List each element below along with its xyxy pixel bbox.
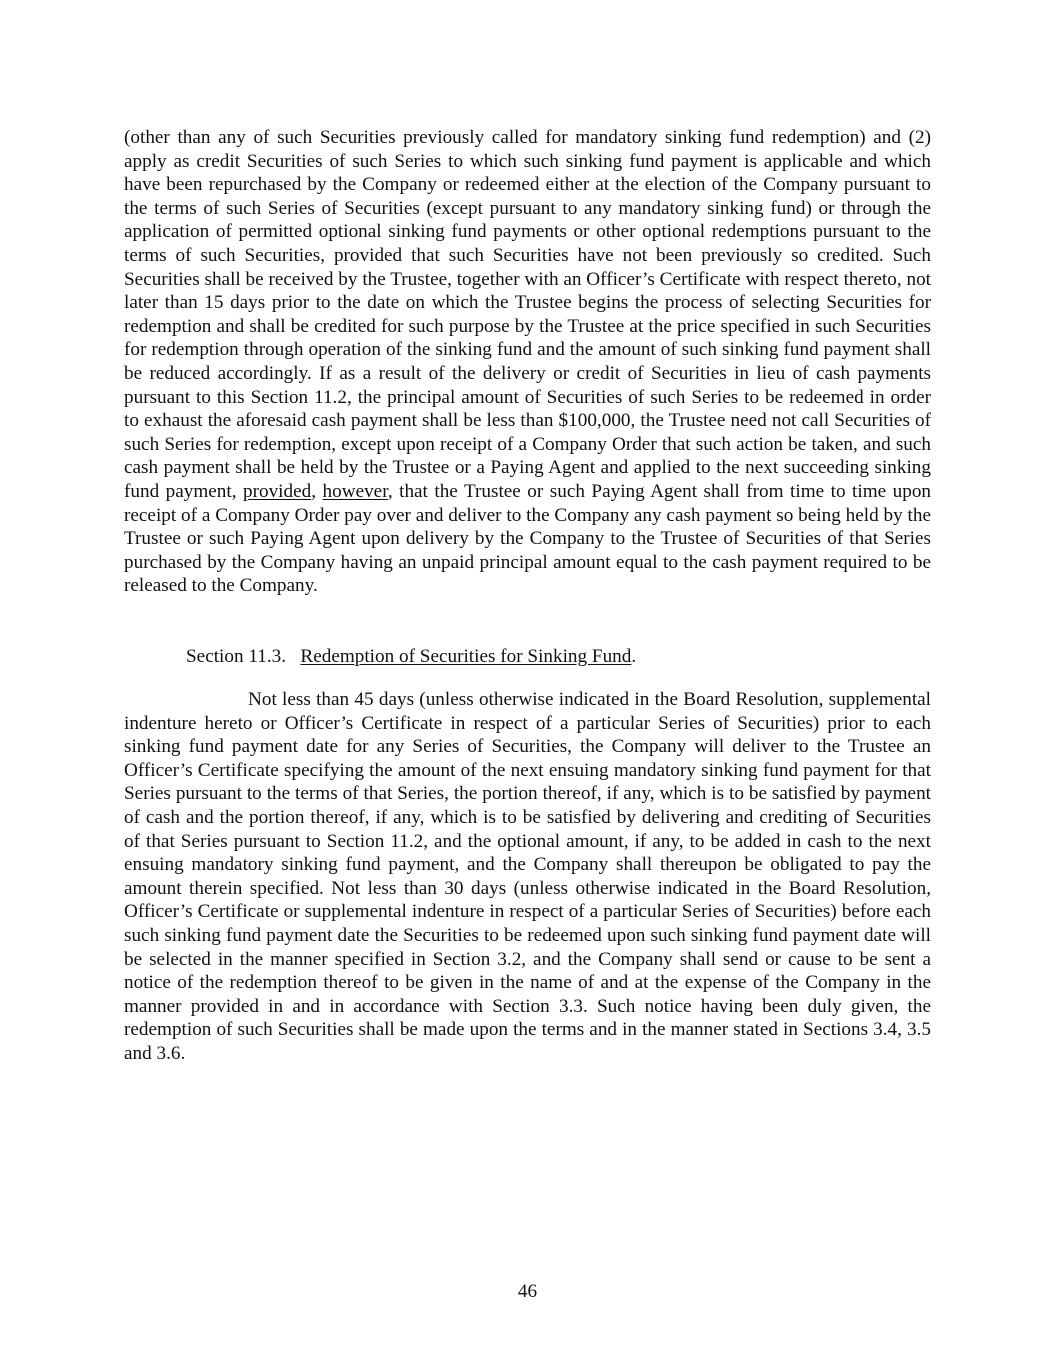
paragraph-continuation	[124, 126, 931, 598]
separator-text: ,	[311, 480, 323, 502]
paragraph-redemption: Not less than 45 days (unless otherwise indicated in the Board Resolution, supplemental indenture hereto or Officer’s Certificate in respect of a particular Series of Securities) prior to each sinking fund payment date for any Series of Securities, the Company will deliver to the Trustee an Officer’s Certificate specifying the amount of the next ensuing mandatory sinking fund payment for that Series pursuant to the terms of that Series, the portion thereof, if any, which is to be satisfied by payment of cash and the portion thereof, if any, which is to be satisfied by delivering and crediting of Securities of that Series pursuant to Section 11.2, and the optional amount, if any, to be added in cash to the next ensuing mandatory sinking fund payment, and the Company shall thereupon be obligated to pay the amount therein specified. Not less than 30 days (unless otherwise indicated in the Board Resolution, Officer’s Certificate or supplemental indenture in respect of a particular Series of Securities) before each such sinking fund payment date the Securities to be redeemed upon such sinking fund payment date will be selected in the manner specified in Section 3.2, and the Company shall send or cause to be sent a notice of the redemption thereof to be given in the name of and at the expense of the Company in the manner provided in and in accordance with Section 3.3. Such notice having been duly given, the redemption of such Securities shall be made upon the terms and in the manner stated in Sections 3.4, 3.5 and 3.6.	[124, 689, 931, 1064]
section-title-period: .	[631, 646, 637, 667]
page-number: 46	[517, 1281, 538, 1302]
however-term: however	[322, 480, 388, 502]
provided-term: provided	[243, 480, 312, 502]
section-number: Section 11.3.	[186, 646, 287, 667]
section-heading	[186, 645, 636, 669]
paragraph-text: (other than any of such Securities previously called for mandatory sinking fund redemption) and (2) apply as credit Securities of such Series to which such sinking fund payment is applicable and which have been repurchased by the Company or redeemed either at the election of the Company pursuant to the terms of such Series of Securities (except pursuant to any mandatory sinking fund) or through the application of permitted optional sinking fund payments or other optional redemptions pursuant to the terms of such Securities, provided that such Securities have not been previously so credited. Such Securities shall be received by the Trustee, together with an Officer’s Certificate with respect thereto, not later than 15 days prior to the date on which the Trustee begins the process of selecting Securities for redemption and shall be credited for such purpose by the Trustee at the price specified in such Securities for redemption through operation of the sinking fund and the amount of such sinking fund payment shall be reduced accordingly. If as a result of the delivery or credit of Securities in lieu of cash payments pursuant to this Section 11.2, the principal amount of Securities of such Series to be redeemed in order to exhaust the aforesaid cash payment shall be less than $100,000, the Trustee need not call Securities of such Series for redemption, except upon receipt of a Company Order that such action be taken, and such cash payment shall be held by the Trustee or a Paying Agent and applied to the next succeeding sinking fund payment,	[124, 127, 931, 502]
paragraph-text: , that the Trustee or such Paying Agent shall from time to time upon receipt of a Company Order pay over and deliver to the Company any cash payment so being held by the Trustee or such Paying Agent upon delivery by the Company to the Trustee of Securities of that Series purchased by the Company having an unpaid principal amount equal to the cash payment required to be released to the Company.	[124, 480, 932, 597]
section-title: Redemption of Securities for Sinking Fund	[300, 646, 632, 667]
